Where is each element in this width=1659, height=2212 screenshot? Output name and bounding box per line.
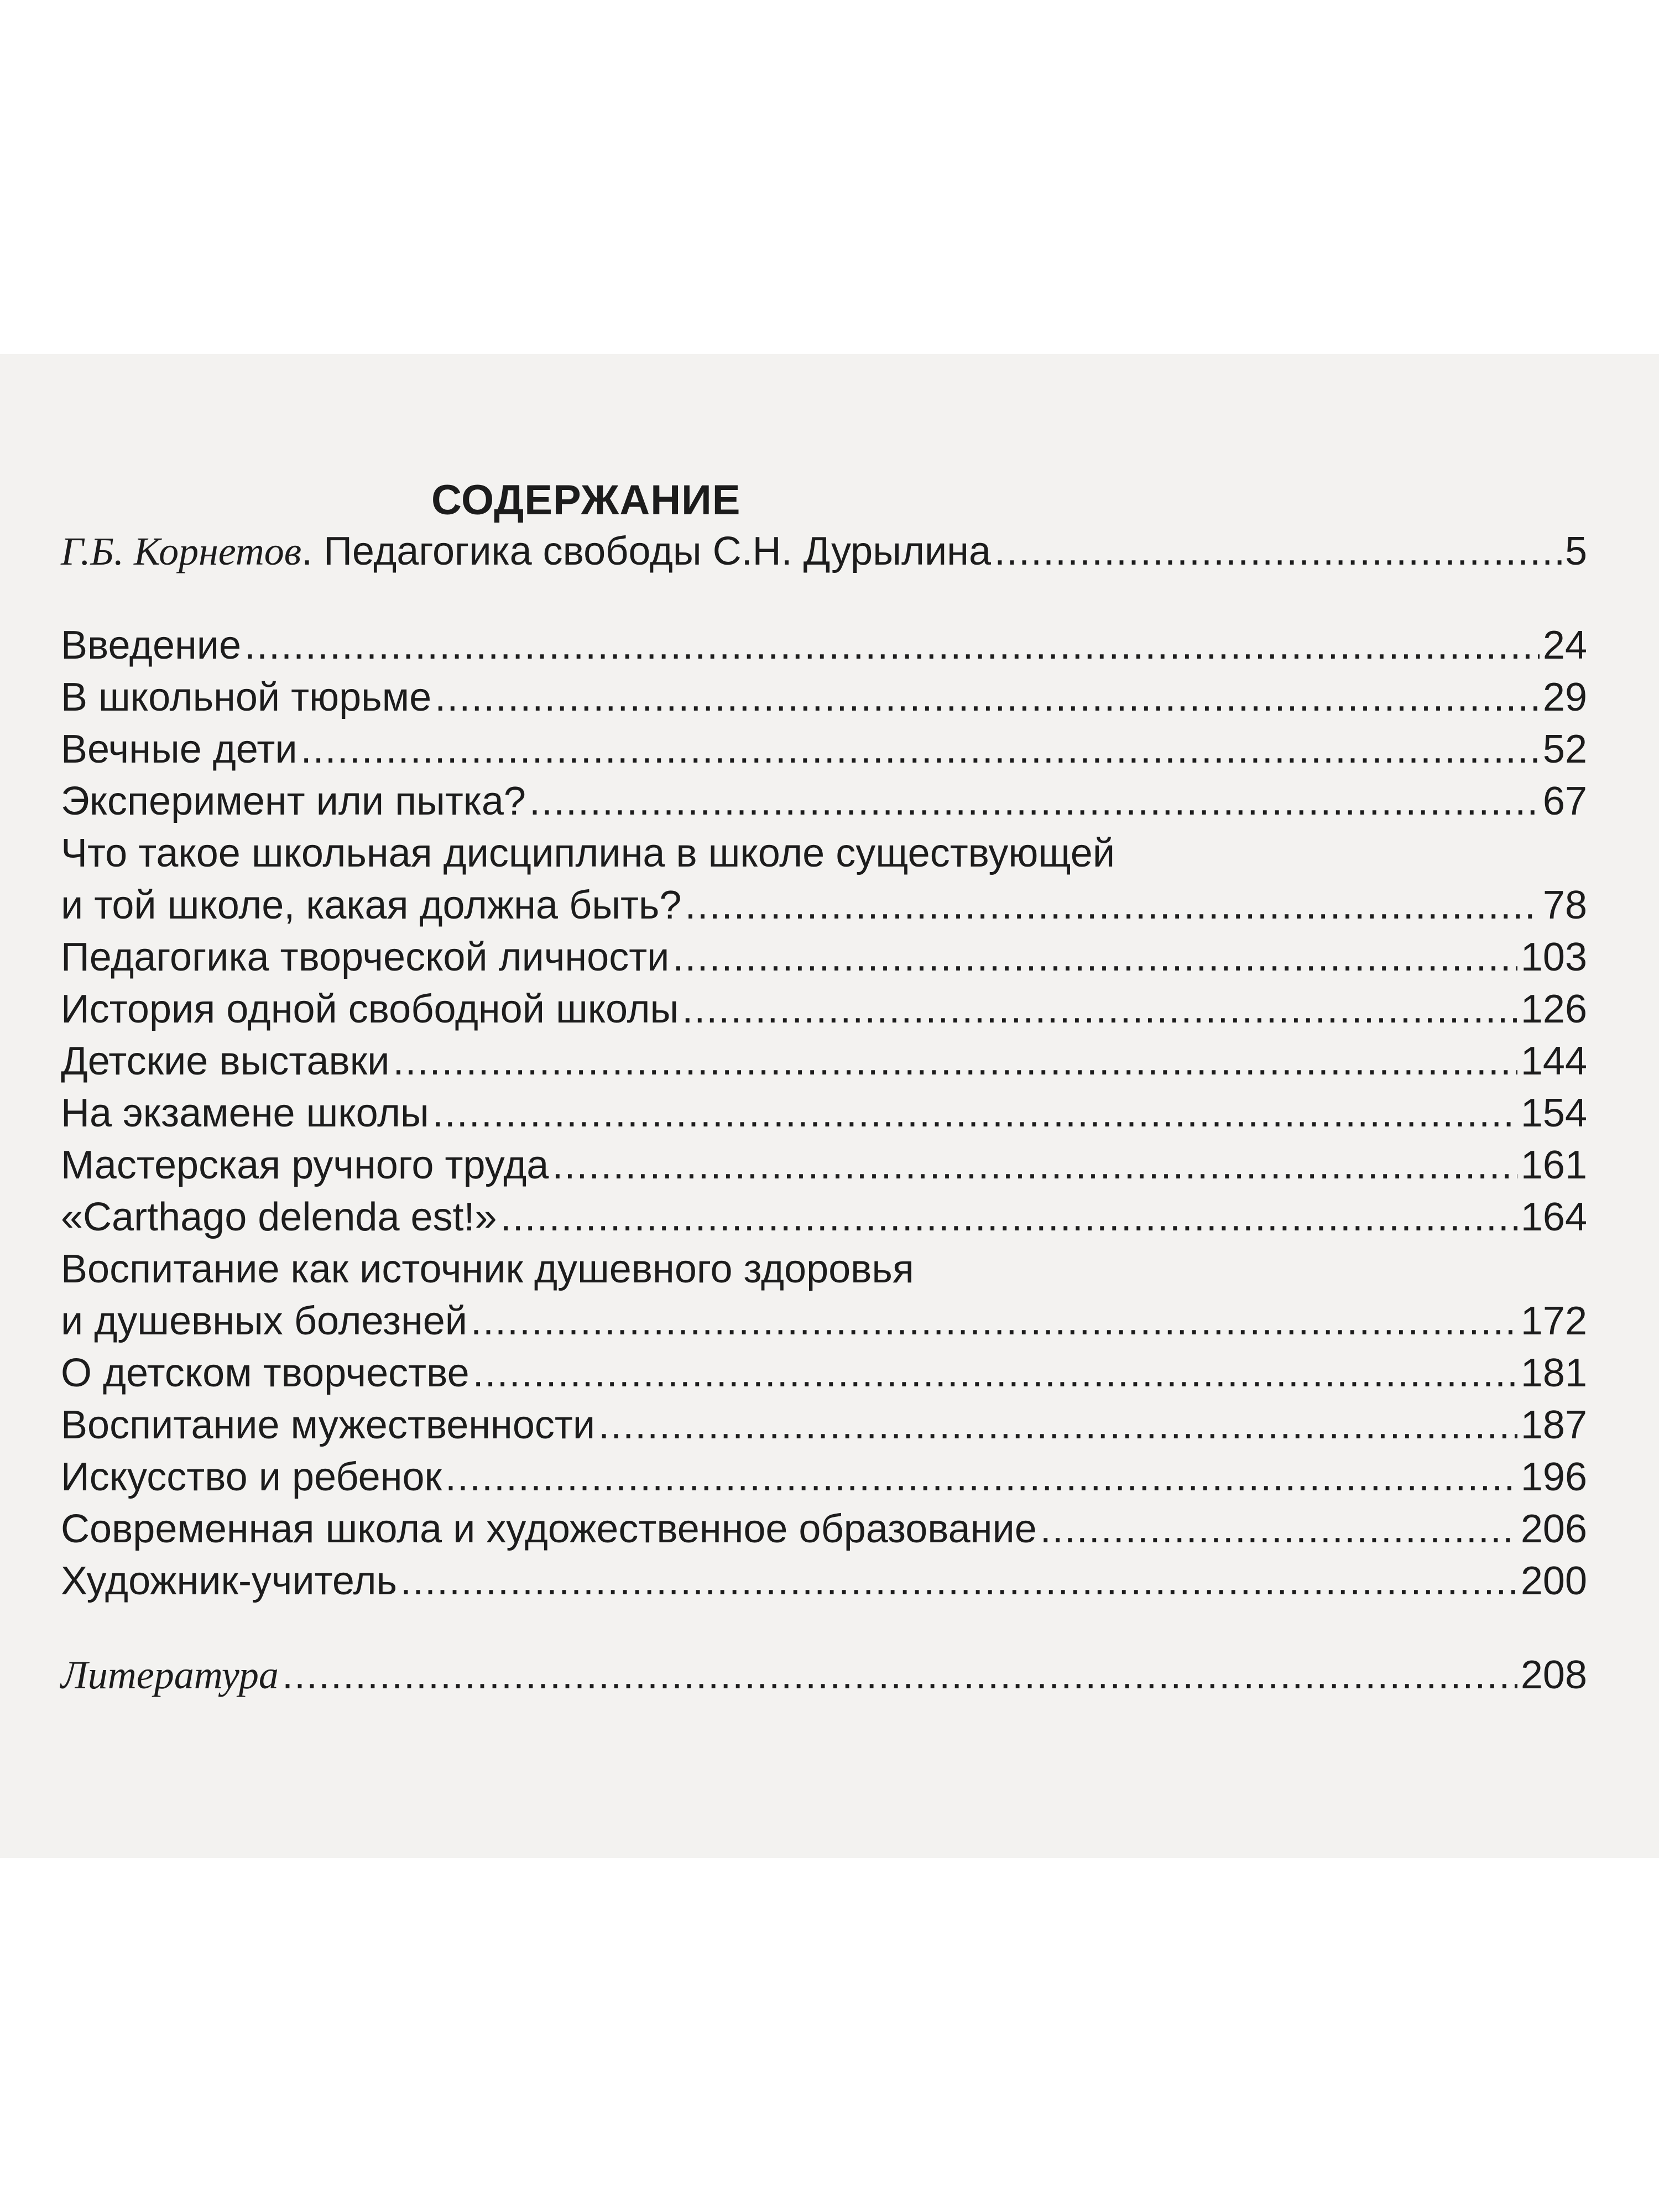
- toc-entry: [61, 1503, 1587, 1555]
- toc-page-number: 206: [1520, 1507, 1587, 1551]
- toc-page-number: 103: [1520, 935, 1587, 979]
- toc-page-number: 52: [1542, 727, 1587, 771]
- dot-leader: [994, 525, 1562, 577]
- toc-entry-title: «Carthago delenda est!»: [61, 1195, 497, 1239]
- toc-heading: СОДЕРЖАНИЕ: [431, 477, 741, 524]
- toc-page-number: 5: [1564, 529, 1587, 573]
- toc-page-number: 181: [1520, 1351, 1587, 1395]
- dot-leader: [1040, 1503, 1517, 1555]
- toc-entry-title: Воспитание мужественности: [61, 1403, 596, 1447]
- toc-entry: [61, 879, 1587, 931]
- dot-leader: [244, 619, 1540, 671]
- toc-entry-title-text: . Педагогика свободы С.Н. Дурылина: [301, 529, 991, 573]
- toc-entry-title: Мастерская ручного труда: [61, 1143, 549, 1187]
- toc-entry-title: Вечные дети: [61, 727, 298, 771]
- toc-entry-title: Введение: [61, 623, 242, 667]
- toc-entry-title: На экзамене школы: [61, 1091, 429, 1135]
- toc-page-number: 187: [1520, 1403, 1587, 1447]
- toc-entry-intro: [61, 525, 1587, 577]
- toc-entry-literature: [61, 1649, 1587, 1701]
- toc-entry: [61, 983, 1587, 1035]
- toc-page-number: 144: [1520, 1039, 1587, 1083]
- dot-leader: [282, 1649, 1517, 1701]
- dot-leader: [552, 1139, 1517, 1191]
- toc-entry-title-line1: Что такое школьная дисциплина в школе существующей: [61, 831, 1115, 875]
- table-of-contents: [61, 476, 1587, 1701]
- dot-leader: [598, 1399, 1517, 1451]
- toc-page-number: 29: [1542, 675, 1587, 719]
- toc-page-number: 78: [1542, 883, 1587, 927]
- toc-entry: [61, 1087, 1587, 1139]
- toc-entry: [61, 775, 1587, 827]
- toc-entry-title: История одной свободной школы: [61, 987, 679, 1031]
- toc-page-number: 196: [1520, 1455, 1587, 1499]
- toc-page-number: 161: [1520, 1143, 1587, 1187]
- toc-entry: [61, 1399, 1587, 1451]
- toc-entry-title: Литература: [61, 1653, 279, 1697]
- toc-entry-title: и той школе, какая должна быть?: [61, 883, 682, 927]
- dot-leader: [473, 1347, 1517, 1399]
- toc-entry-title: О детском творчестве: [61, 1351, 469, 1395]
- dot-leader: [400, 1555, 1517, 1607]
- dot-leader: [471, 1295, 1517, 1347]
- toc-entry-author: Г.Б. Корнетов: [61, 529, 302, 573]
- toc-entry-title-line1: Воспитание как источник душевного здоровья: [61, 1247, 914, 1291]
- dot-leader: [435, 671, 1540, 723]
- dot-leader: [393, 1035, 1517, 1087]
- toc-entry-title: Детские выставки: [61, 1039, 390, 1083]
- toc-entry: [61, 723, 1587, 775]
- toc-entry: [61, 1191, 1587, 1243]
- dot-leader: [301, 723, 1540, 775]
- toc-entry: [61, 1139, 1587, 1191]
- toc-page-number: 172: [1520, 1299, 1587, 1343]
- dot-leader: [529, 775, 1540, 827]
- toc-page-number: 164: [1520, 1195, 1587, 1239]
- dot-leader: [500, 1191, 1517, 1243]
- toc-entry: [61, 1451, 1587, 1503]
- toc-entry-title: В школьной тюрьме: [61, 675, 432, 719]
- toc-page-number: 208: [1520, 1653, 1587, 1697]
- toc-page-number: 67: [1542, 779, 1587, 823]
- toc-entry: [61, 1295, 1587, 1347]
- toc-entry-title: Современная школа и художественное образование: [61, 1507, 1037, 1551]
- toc-entry: [61, 619, 1587, 671]
- toc-entry: [61, 1035, 1587, 1087]
- toc-page-number: 154: [1520, 1091, 1587, 1135]
- dot-leader: [432, 1087, 1517, 1139]
- dot-leader: [685, 879, 1539, 931]
- toc-entry-title: Художник-учитель: [61, 1559, 397, 1603]
- toc-entry: [61, 1555, 1587, 1607]
- toc-entry-title: Эксперимент или пытка?: [61, 779, 526, 823]
- dot-leader: [672, 931, 1517, 983]
- toc-entry-title: и душевных болезней: [61, 1299, 468, 1343]
- toc-entry: [61, 671, 1587, 723]
- toc-entry-title: Педагогика творческой личности: [61, 935, 670, 979]
- toc-entry: [61, 1347, 1587, 1399]
- toc-page-number: 126: [1520, 987, 1587, 1031]
- toc-entry-title: [61, 525, 991, 577]
- dot-leader: [682, 983, 1517, 1035]
- toc-page-number: 24: [1542, 623, 1587, 667]
- toc-entry-title: Искусство и ребенок: [61, 1455, 442, 1499]
- toc-entry: [61, 931, 1587, 983]
- toc-page-number: 200: [1520, 1559, 1587, 1603]
- dot-leader: [445, 1451, 1517, 1503]
